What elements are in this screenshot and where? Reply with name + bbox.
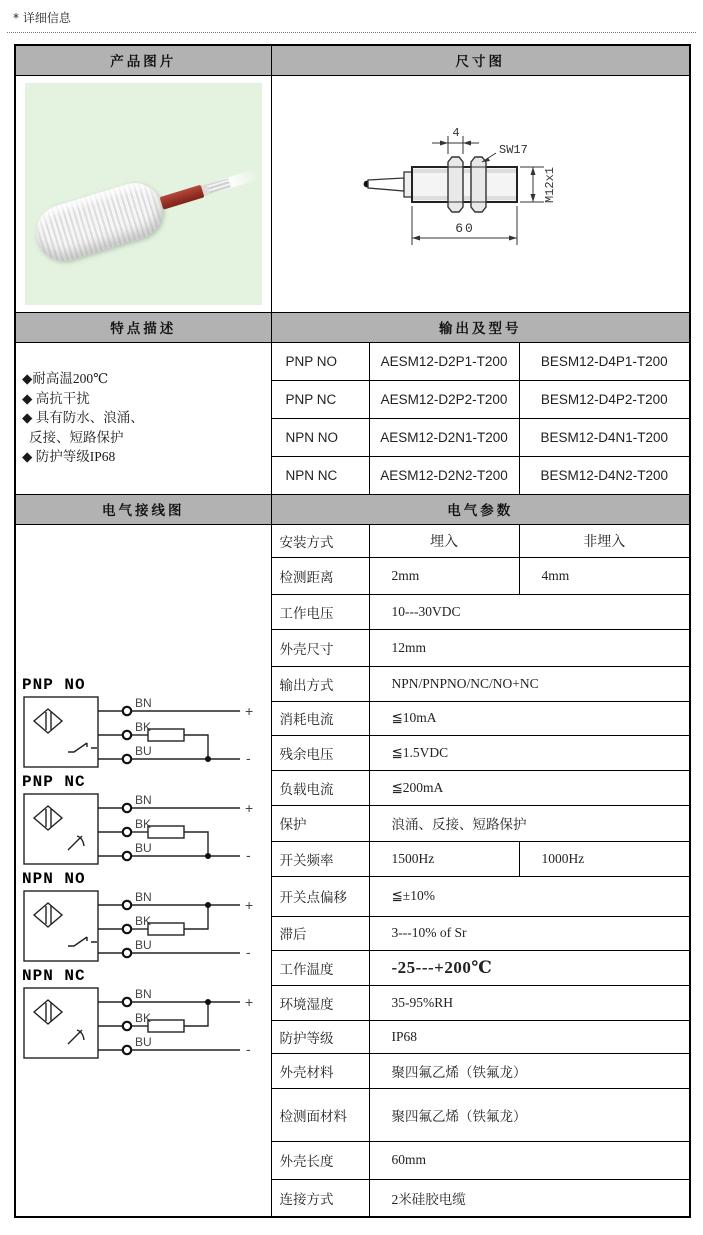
param-label: 外壳材料 (271, 1053, 369, 1088)
param-value: -25---+200℃ (369, 950, 690, 985)
param-value: 1000Hz (519, 841, 690, 876)
param-label: 安装方式 (271, 524, 369, 557)
param-label: 工作温度 (271, 950, 369, 985)
header-dimension-diagram: 尺寸图 (271, 45, 690, 75)
terminal-bk-label: BK (135, 817, 152, 832)
param-label: 检测面材料 (271, 1088, 369, 1141)
param-label: 检测距离 (271, 557, 369, 594)
param-label: 输出方式 (271, 666, 369, 701)
dotted-divider (7, 32, 696, 33)
param-label: 工作电压 (271, 594, 369, 629)
minus-label: - (246, 1041, 251, 1058)
param-label: 环境湿度 (271, 985, 369, 1020)
param-label: 开关点偏移 (271, 876, 369, 916)
param-value: 埋入 (369, 524, 519, 557)
param-value: 聚四氟乙烯（铁氟龙） (369, 1088, 690, 1141)
terminal-bn-label: BN (135, 890, 152, 905)
minus-label: - (246, 847, 251, 864)
dim-nut-width-label: 4 (451, 126, 460, 140)
param-value: ≦200mA (369, 770, 690, 805)
param-label: 消耗电流 (271, 701, 369, 735)
param-value: ≦10mA (369, 701, 690, 735)
terminal-bu-label: BU (135, 744, 152, 759)
header-params: 电气参数 (271, 494, 690, 524)
param-value: 非埋入 (519, 524, 690, 557)
terminal-bn-label: BN (135, 696, 152, 711)
wiring-title: PNP NO (22, 676, 86, 695)
terminal-bu-label: BU (135, 841, 152, 856)
dim-length-label: 60 (454, 221, 475, 236)
product-photo (25, 83, 262, 305)
param-value: 35-95%RH (369, 985, 690, 1020)
wiring-diagram-pnp-no (22, 676, 267, 769)
param-value: 2米硅胶电缆 (369, 1179, 690, 1217)
param-label: 连接方式 (271, 1179, 369, 1217)
wiring-diagrams (15, 524, 271, 1217)
sensor-cable-label (207, 177, 231, 192)
model-a: AESM12-D2P2-T200 (369, 380, 519, 418)
header-wiring: 电气接线图 (15, 494, 271, 524)
param-value: 浪涌、反接、短路保护 (369, 805, 690, 841)
spec-table (14, 44, 691, 1218)
model-b: BESM12-D4P1-T200 (519, 342, 690, 380)
model-b: BESM12-D4N2-T200 (519, 456, 690, 494)
param-label: 外壳长度 (271, 1141, 369, 1179)
wiring-diagram-npn-nc (22, 967, 267, 1060)
plus-label: + (245, 800, 254, 817)
plus-label: + (245, 897, 254, 914)
sensor-cable (159, 184, 204, 209)
feature-item: ◆ 具有防水、浪涌、 (22, 410, 144, 426)
wiring-title: PNP NC (22, 773, 86, 792)
model-a: AESM12-D2P1-T200 (369, 342, 519, 380)
param-label: 外壳尺寸 (271, 629, 369, 666)
param-label: 滞后 (271, 916, 369, 950)
terminal-bk-label: BK (135, 1011, 152, 1026)
model-a: AESM12-D2N2-T200 (369, 456, 519, 494)
param-value: 1500Hz (369, 841, 519, 876)
param-value: NPN/PNPNO/NC/NO+NC (369, 666, 690, 701)
param-value: 60mm (369, 1141, 690, 1179)
sensor-image (28, 145, 261, 270)
minus-label: - (246, 750, 251, 767)
param-value: 3---10% of Sr (369, 916, 690, 950)
terminal-bk-label: BK (135, 914, 152, 929)
param-label: 保护 (271, 805, 369, 841)
feature-item: 反接、短路保护 (29, 429, 124, 445)
model-row-type: NPN NO (271, 418, 369, 456)
dim-wrench-label: SW17 (498, 143, 528, 157)
terminal-bn-label: BN (135, 987, 152, 1002)
terminal-bk-label: BK (135, 720, 152, 735)
param-value: 4mm (519, 557, 690, 594)
header-product-image: 产品图片 (15, 45, 271, 75)
sensor-cable-tip (201, 168, 258, 195)
dim-thread-label: M12x1 (542, 166, 557, 204)
model-b: BESM12-D4P2-T200 (519, 380, 690, 418)
feature-item: ◆ 防护等级IP68 (22, 449, 116, 465)
dimension-drawing (272, 76, 690, 311)
model-row-type: PNP NO (271, 342, 369, 380)
model-row-type: NPN NC (271, 456, 369, 494)
sensor-body (29, 176, 170, 268)
model-a: AESM12-D2N1-T200 (369, 418, 519, 456)
param-value: 12mm (369, 629, 690, 666)
feature-item: ◆ 高抗干扰 (22, 390, 90, 406)
param-value: 2mm (369, 557, 519, 594)
wiring-title: NPN NC (22, 967, 86, 986)
wiring-diagram-pnp-nc (22, 773, 267, 866)
param-value: 聚四氟乙烯（铁氟龙） (369, 1053, 690, 1088)
page-title: * 详细信息 (13, 11, 71, 25)
param-label: 负载电流 (271, 770, 369, 805)
wiring-title: NPN NO (22, 870, 86, 889)
param-label: 防护等级 (271, 1020, 369, 1053)
plus-label: + (245, 703, 254, 720)
feature-item: ◆耐高温200℃ (22, 371, 109, 387)
terminal-bu-label: BU (135, 938, 152, 953)
param-label: 残余电压 (271, 735, 369, 770)
wiring-diagram-npn-no (22, 870, 267, 963)
param-value: 10---30VDC (369, 594, 690, 629)
param-label: 开关频率 (271, 841, 369, 876)
header-models: 输出及型号 (271, 312, 690, 342)
header-features: 特点描述 (15, 312, 271, 342)
product-photo-cell (15, 75, 271, 312)
param-value: ≦1.5VDC (369, 735, 690, 770)
model-b: BESM12-D4N1-T200 (519, 418, 690, 456)
features-list (15, 342, 271, 494)
plus-label: + (245, 994, 254, 1011)
dimension-drawing-cell (271, 75, 690, 312)
terminal-bn-label: BN (135, 793, 152, 808)
model-row-type: PNP NC (271, 380, 369, 418)
minus-label: - (246, 944, 251, 961)
terminal-bu-label: BU (135, 1035, 152, 1050)
param-value: ≦±10% (369, 876, 690, 916)
param-value: IP68 (369, 1020, 690, 1053)
